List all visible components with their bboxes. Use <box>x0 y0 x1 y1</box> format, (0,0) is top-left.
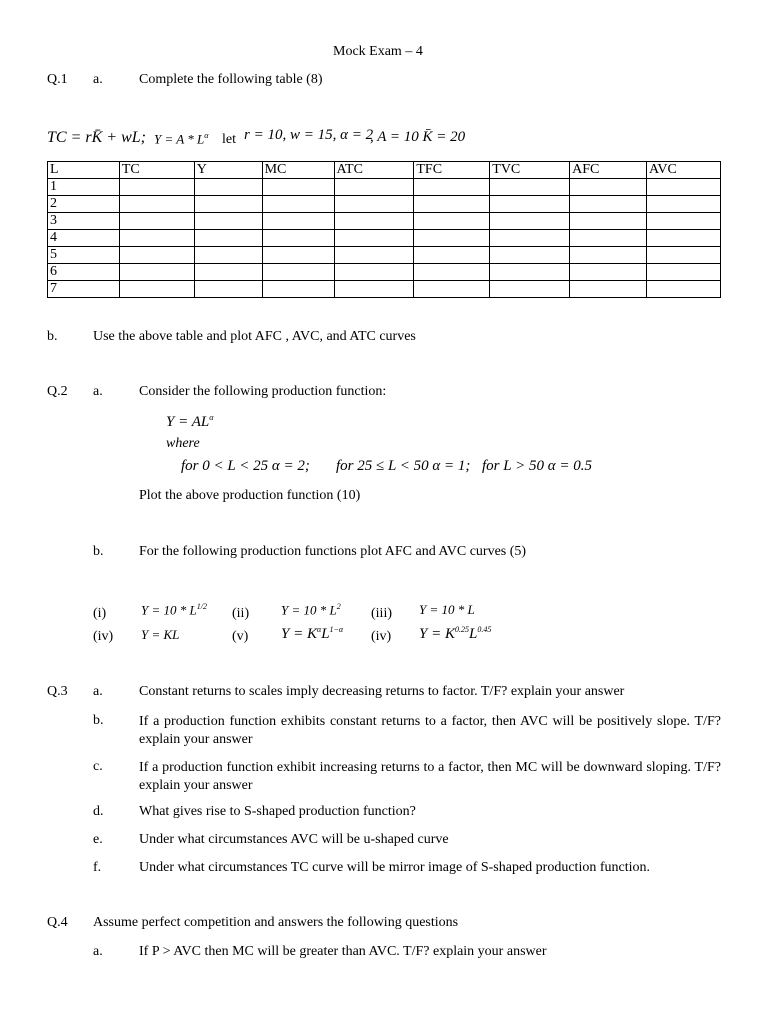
func-3: Y = 10 * L <box>419 602 475 617</box>
q3-f-label: f. <box>93 860 102 875</box>
table-cell[interactable] <box>262 213 334 230</box>
table-cell[interactable] <box>262 179 334 196</box>
table-row <box>48 247 721 264</box>
table-row <box>48 213 721 230</box>
q3-b-text: If a production function exhibits constant returns to a factor, then AVC will be positively slope. T/F? explain your answer <box>139 714 721 747</box>
table-header-cell: AFC <box>570 162 647 179</box>
table-row <box>48 196 721 213</box>
params-2: , A = 10 K̄ = 20 <box>370 129 466 145</box>
func-1: $Y = 10 * L^{1/2}$ <box>141 602 207 618</box>
table-cell[interactable] <box>570 281 647 298</box>
table-header-row <box>48 162 721 179</box>
table-cell[interactable] <box>647 230 721 247</box>
table-row-label: 5 <box>48 247 120 264</box>
table-row <box>48 230 721 247</box>
func-2: $Y = 10 * L^2$ <box>281 602 341 618</box>
table-cell[interactable] <box>414 179 490 196</box>
table-cell[interactable] <box>334 213 414 230</box>
table-cell[interactable] <box>647 281 721 298</box>
table-cell[interactable] <box>570 179 647 196</box>
where-word: where <box>166 436 200 451</box>
q3-label: Q.3 <box>47 684 68 699</box>
table-cell[interactable] <box>570 213 647 230</box>
table-cell[interactable] <box>194 264 262 281</box>
table-row <box>48 179 721 196</box>
func-num-3: (iii) <box>371 606 392 621</box>
table-cell[interactable] <box>490 281 570 298</box>
table-cell[interactable] <box>414 230 490 247</box>
table-cell[interactable] <box>414 281 490 298</box>
table-header-cell: TVC <box>490 162 570 179</box>
table-cell[interactable] <box>570 196 647 213</box>
table-cell[interactable] <box>334 281 414 298</box>
table-cell[interactable] <box>490 230 570 247</box>
q2-a-label: a. <box>93 384 103 399</box>
q3-a-label: a. <box>93 684 103 699</box>
condition-2: for 25 ≤ L < 50 α = 1; <box>336 458 471 474</box>
table-cell[interactable] <box>194 281 262 298</box>
table-cell[interactable] <box>119 196 194 213</box>
table-row-label: 6 <box>48 264 120 281</box>
q2-label: Q.2 <box>47 384 68 399</box>
table-cell[interactable] <box>490 213 570 230</box>
table-header-cell: MC <box>262 162 334 179</box>
table-cell[interactable] <box>334 196 414 213</box>
table-cell[interactable] <box>194 213 262 230</box>
table-cell[interactable] <box>490 179 570 196</box>
table-cell[interactable] <box>194 196 262 213</box>
table-cell[interactable] <box>490 196 570 213</box>
table-cell[interactable] <box>647 213 721 230</box>
q3-c-text: If a production function exhibit increasing returns to a factor, then MC will be downward sloping. T/F? explain your answer <box>139 760 721 793</box>
q1-b-text: Use the above table and plot AFC , AVC, and ATC curves <box>93 329 416 344</box>
q2-plot-text: Plot the above production function (10) <box>139 488 361 503</box>
cost-table <box>47 161 721 298</box>
q3-a-text: Constant returns to scales imply decreasing returns to factor. T/F? explain your answer <box>139 684 625 699</box>
condition-1: for 0 < L < 25 α = 2; <box>181 458 310 474</box>
table-cell[interactable] <box>414 213 490 230</box>
let-word: let <box>222 132 236 147</box>
table-cell[interactable] <box>119 281 194 298</box>
condition-3: for L > 50 α = 0.5 <box>482 458 592 474</box>
q4-intro: Assume perfect competition and answers the following questions <box>93 915 459 930</box>
table-header-cell: Y <box>194 162 262 179</box>
table-cell[interactable] <box>119 264 194 281</box>
table-cell[interactable] <box>647 247 721 264</box>
table-cell[interactable] <box>414 196 490 213</box>
q4-a-text: If P > AVC then MC will be greater than AVC. T/F? explain your answer <box>139 944 547 959</box>
table-cell[interactable] <box>570 247 647 264</box>
table-cell[interactable] <box>490 264 570 281</box>
table-cell[interactable] <box>119 247 194 264</box>
q3-b-label: b. <box>93 713 104 728</box>
table-row-label: 2 <box>48 196 120 213</box>
table-header-cell: L <box>48 162 120 179</box>
table-cell[interactable] <box>334 230 414 247</box>
page-title: Mock Exam – 4 <box>333 44 423 59</box>
func-num-1: (i) <box>93 606 107 621</box>
table-cell[interactable] <box>334 264 414 281</box>
q1-a-label: a. <box>93 72 103 87</box>
table-cell[interactable] <box>119 230 194 247</box>
table-header-cell: TFC <box>414 162 490 179</box>
table-cell[interactable] <box>570 264 647 281</box>
table-row-label: 3 <box>48 213 120 230</box>
func-num-6: (iv) <box>371 629 392 644</box>
q3-e-text: Under what circumstances AVC will be u-shaped curve <box>139 832 449 847</box>
func-num-2: (ii) <box>232 606 250 621</box>
q3-c-label: c. <box>93 759 103 774</box>
func-6: $Y = K^{0.25}L^{0.45}$ <box>419 625 492 642</box>
table-cell[interactable] <box>262 281 334 298</box>
table-cell[interactable] <box>194 230 262 247</box>
q4-label: Q.4 <box>47 915 68 930</box>
formula-y: $Y = A * L^\alpha$ <box>154 131 209 147</box>
q1-label: Q.1 <box>47 72 68 87</box>
q3-d-label: d. <box>93 804 104 819</box>
table-cell[interactable] <box>414 264 490 281</box>
q1-a-text: Complete the following table (8) <box>139 72 323 87</box>
params: r = 10, w = 15, α = 2 <box>244 127 374 143</box>
table-row-label: 7 <box>48 281 120 298</box>
table-cell[interactable] <box>262 247 334 264</box>
table-cell[interactable] <box>334 179 414 196</box>
table-cell[interactable] <box>647 179 721 196</box>
table-cell[interactable] <box>262 230 334 247</box>
prod-function: $Y = AL^\alpha$ <box>166 413 214 430</box>
q2-b-label: b. <box>93 544 104 559</box>
func-4: Y = KL <box>141 627 180 642</box>
table-header-cell: TC <box>119 162 194 179</box>
table-cell[interactable] <box>570 230 647 247</box>
table-header-cell: AVC <box>647 162 721 179</box>
q1-b-label: b. <box>47 329 58 344</box>
q4-a-label: a. <box>93 944 103 959</box>
table-cell[interactable] <box>262 196 334 213</box>
q2-a-text: Consider the following production function: <box>139 384 387 399</box>
func-num-4: (iv) <box>93 629 114 644</box>
table-cell[interactable] <box>262 264 334 281</box>
table-cell[interactable] <box>194 247 262 264</box>
q2-b-text: For the following production functions plot AFC and AVC curves (5) <box>139 544 527 559</box>
table-cell[interactable] <box>414 247 490 264</box>
formula-tc: TC = rK̄ + wL; <box>47 129 146 146</box>
table-row-label: 1 <box>48 179 120 196</box>
table-cell[interactable] <box>490 247 570 264</box>
q3-f-text: Under what circumstances TC curve will be mirror image of S-shaped production function. <box>139 860 650 875</box>
func-5: $Y = K^\alpha L^{1-\alpha}$ <box>281 625 344 642</box>
func-num-5: (v) <box>232 629 249 644</box>
table-cell[interactable] <box>119 213 194 230</box>
table-row <box>48 281 721 298</box>
table-cell[interactable] <box>647 196 721 213</box>
table-cell[interactable] <box>119 179 194 196</box>
table-row <box>48 264 721 281</box>
table-cell[interactable] <box>194 179 262 196</box>
table-cell[interactable] <box>647 264 721 281</box>
table-row-label: 4 <box>48 230 120 247</box>
q3-d-text: What gives rise to S-shaped production function? <box>139 804 416 819</box>
table-cell[interactable] <box>334 247 414 264</box>
table-header-cell: ATC <box>334 162 414 179</box>
q3-e-label: e. <box>93 832 103 847</box>
